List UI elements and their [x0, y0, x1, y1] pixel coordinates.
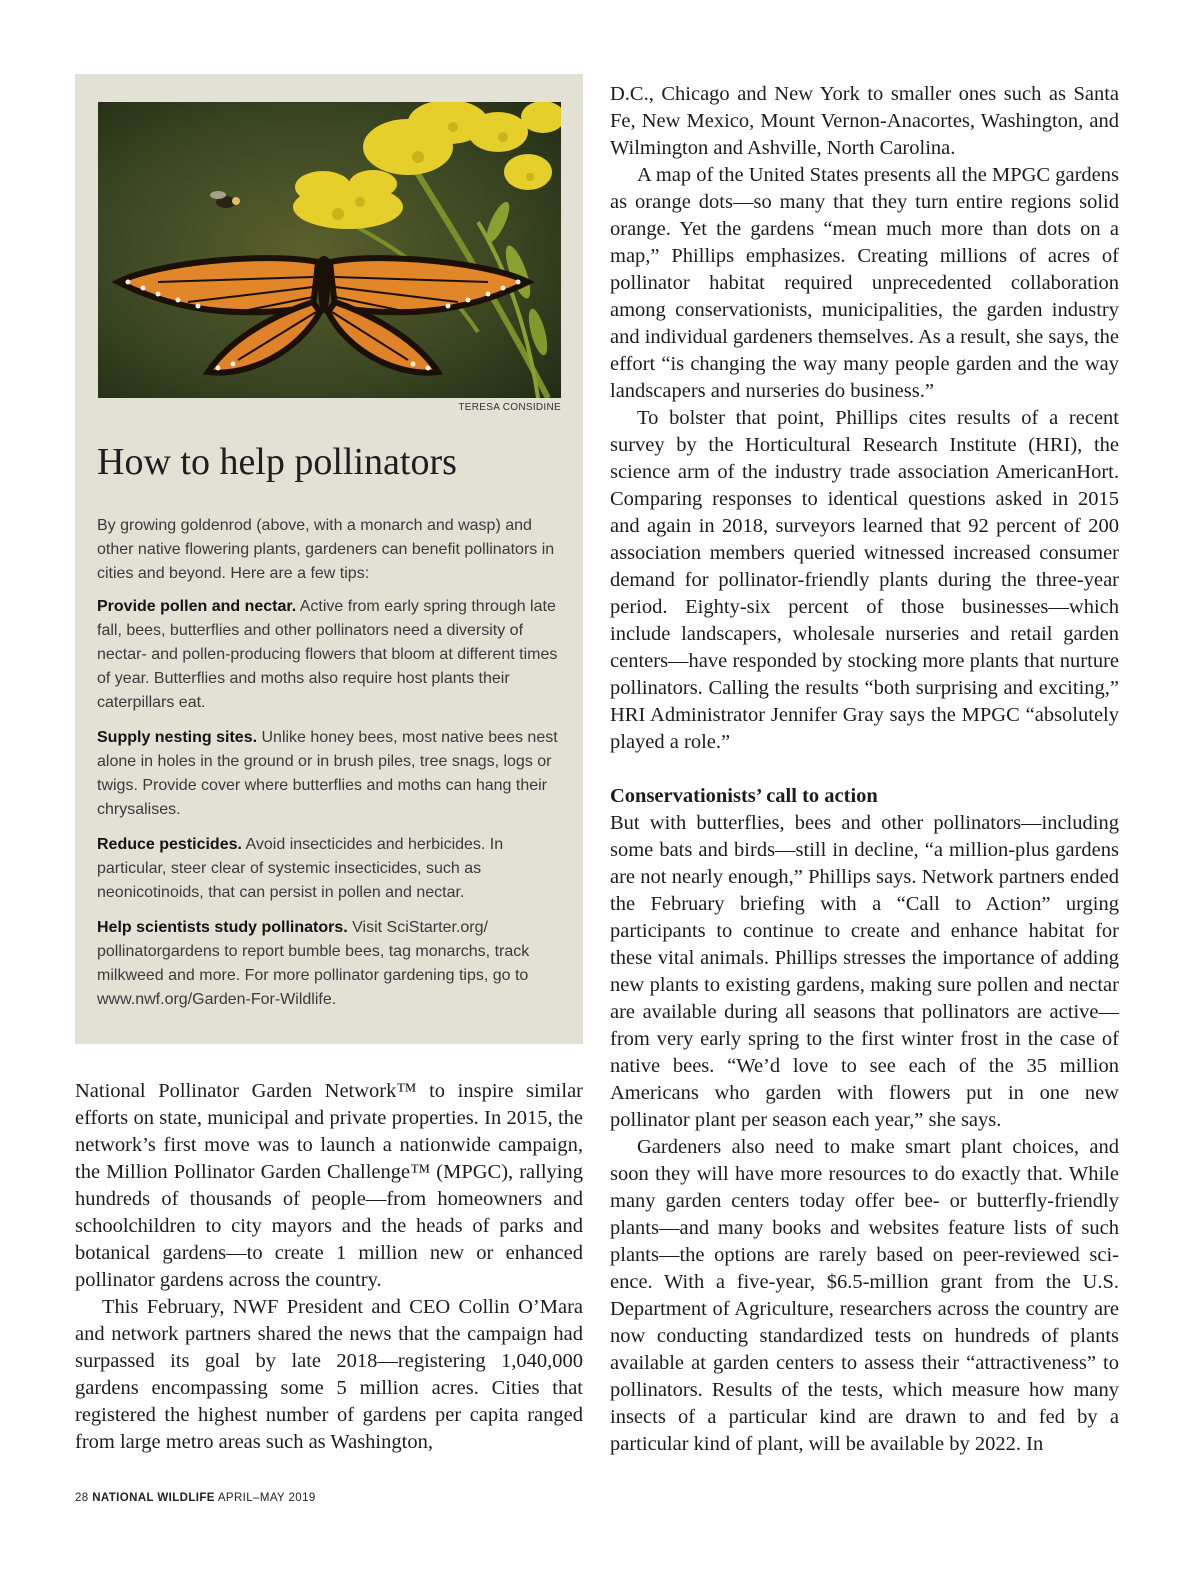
magazine-name: NATIONAL WILDLIFE: [92, 1492, 215, 1504]
body-paragraph: But with butterflies, bees and other pollinators—including some bats and birds—still in decline, “a million-plus gardens are not nearly enough,” Phillips says. Network partners ended the February briefing with a “Call to Action” urging participants to continue to create and enhance habitat for these vital animals. Phillips stresses the importance of adding new plants to existing gardens, making sure pollen and nectar are available during all seasons that pollinators are active—from very early spring to the first winter frost in the case of native bees. “We’d love to see each of the 35 million Americans who garden with flowers put in one new pollinator plant per season each year,” she says.: [610, 812, 1119, 1131]
sidebar-title: How to help pollinators: [97, 441, 457, 483]
sidebar-box: [75, 74, 583, 1044]
page-number: 28: [75, 1492, 89, 1504]
tip-text: Avoid insecticides and herbicides. In particular, steer clear of systemic insecticides, such as neonicotinoids, that can persist in pollen and nectar.: [97, 836, 504, 901]
photo-credit: TERESA CONSIDINE: [458, 402, 561, 413]
page-footer: [75, 1492, 316, 1504]
left-column: [75, 1078, 583, 1456]
tip-text: Visit SciStarter.org/ pollinatorgardens to report bumble bees, tag monarchs, track milkweed and more. For more pollinator gardening tips, go to www.nwf.org/Garden-For-Wildlife.: [97, 919, 530, 1008]
issue-date: APRIL–MAY 2019: [217, 1492, 316, 1504]
tip-heading: Help scientists study pollinators.: [97, 919, 348, 936]
sidebar-intro: By growing goldenrod (above, with a monarch and wasp) and other native flowering plants, gardeners can benefit pollinators in cities and beyond. Here are a few tips:: [97, 517, 555, 582]
tip-heading: Provide pollen and nectar.: [97, 598, 297, 615]
tip-text: Active from early spring through late fall, bees, butterflies and other pollinators need a diversity of nectar- and pollen-producing flowers that bloom at different times of year. Butterflies and moths also require host plants their caterpillars eat.: [97, 598, 558, 711]
monarch-goldenrod-photo: [98, 102, 561, 398]
body-paragraph: D.C., Chicago and New York to smaller ones such as Santa Fe, New Mexico, Mount Vernon-Anacortes, Washington, and Wilmington and Ashville, North Carolina.: [610, 83, 1119, 159]
tip-help-scientists: [97, 916, 565, 1012]
tip-reduce-pesticides: [97, 833, 565, 905]
tip-heading: Supply nesting sites.: [97, 729, 258, 746]
body-paragraph: This February, NWF President and CEO Collin O’Mara and network partners shared the news that the campaign had surpassed its goal by late 2018—registering 1,040,000 gardens encompassing some 5 million acres. Cities that registered the highest number of gardens per capita ranged from large metro areas such as Washington,: [75, 1296, 583, 1453]
tip-heading: Reduce pesticides.: [97, 836, 242, 853]
tip-nesting-sites: [97, 726, 565, 822]
body-paragraph: Gardeners also need to make smart plant choices, and soon they will have more resources to do exactly that. While many garden centers today offer bee- or butterfly-friendly plants—and many books and websites feature lists of such plants—the options are rarely based on peer-reviewed science. With a five-year, $6.5-million grant from the U.S. Department of Agriculture, researchers across the country are now conducting standardized tests on hundreds of plants available at garden centers to assess their “attractiveness” to pollinators. Results of the tests, which measure how many insects of a particular kind are drawn to and fed by a particular kind of plant, will be available by 2022. In: [610, 1136, 1119, 1455]
butterfly-on-goldenrod-illustration: [98, 102, 561, 398]
body-paragraph: National Pollinator Garden Network™ to inspire similar efforts on state, municipal and private properties. In 2015, the network’s first move was to launch a nationwide campaign, the Million Pollinator Garden Challenge™ (MPGC), rallying hundreds of thousands of people—from homeowners and schoolchildren to city mayors and the heads of parks and botanical gardens—to create 1 million new or enhanced pollinator gardens across the country.: [75, 1080, 583, 1291]
tip-text: Unlike honey bees, most native bees nest alone in holes in the ground or in brush piles, tree snags, logs or twigs. Provide cover where butterflies and moths can hang their chrysalises.: [97, 729, 558, 818]
tip-pollen-nectar: [97, 595, 565, 715]
sidebar-body: [97, 514, 565, 1023]
section-subheading: Conservationists’ call to action: [610, 785, 878, 807]
right-column: [610, 81, 1119, 1458]
body-paragraph: To bolster that point, Phillips cites results of a recent survey by the Horticultural Research Institute (HRI), the science arm of the industry trade association AmericanHort. Comparing responses to identical questions asked in 2015 and again in 2018, surveyors learned that 92 percent of 200 association members queried witnessed increased consumer demand for pollinator-friendly plants during the three-year period. Eighty-six percent of those businesses—which include landscapers, wholesale nurseries and retail garden centers—have responded by stocking more plants that nurture pollinators. Calling the results “both surprising and exciting,” HRI Administrator Jennifer Gray says the MPGC “absolutely played a role.”: [610, 407, 1119, 753]
body-paragraph: A map of the United States presents all the MPGC gardens as orange dots—so many that they turn entire regions solid orange. Yet the gardens “mean much more than dots on a map,” Phillips emphasizes. Creating millions of acres of pollinator habitat required unprecedented collaboration among conservationists, municipalities, the garden industry and individual gardeners themselves. As a result, she says, the effort “is changing the way many people garden and the way landscapers and nurseries do business.”: [610, 164, 1119, 402]
